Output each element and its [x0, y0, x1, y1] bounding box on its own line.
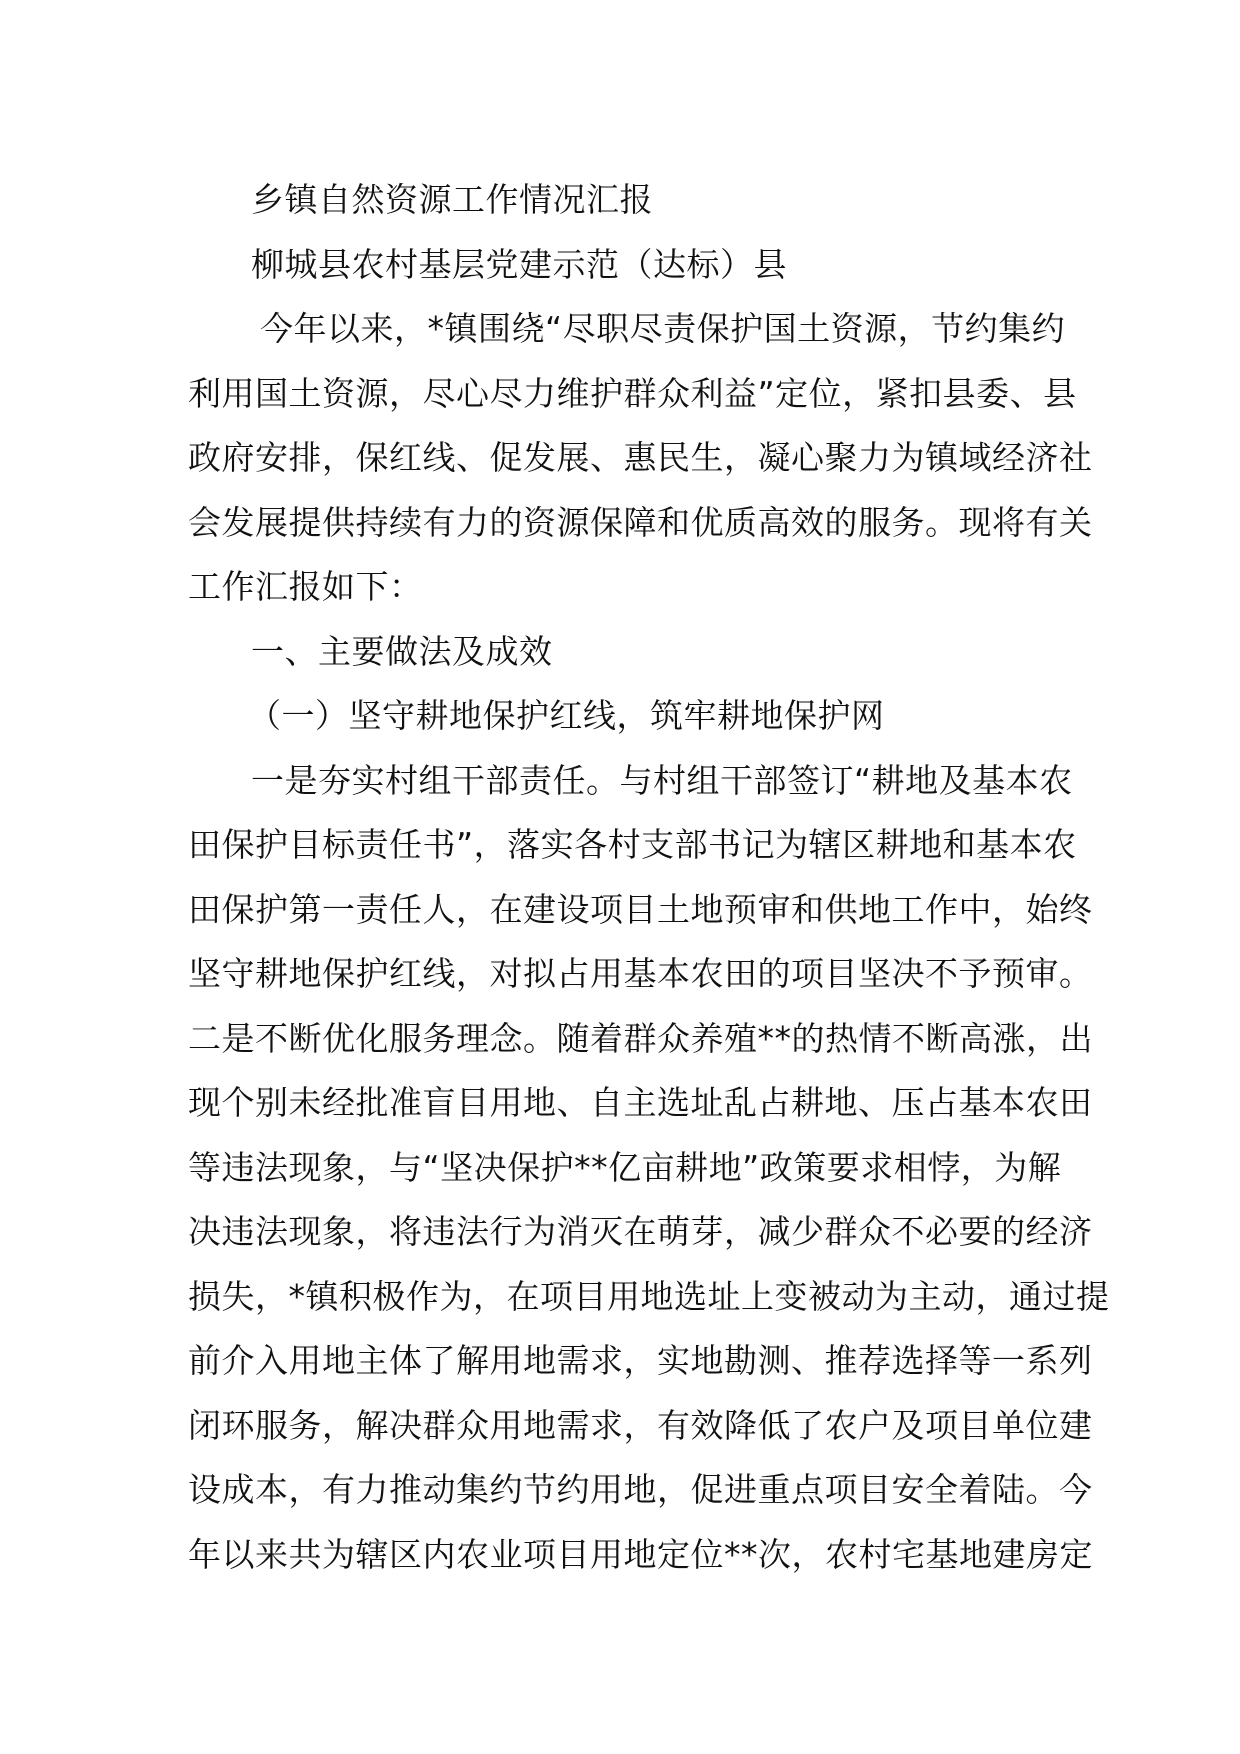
body-line: 一是夯实村组干部责任。与村组干部签订“耕地及基本农 — [251, 760, 1073, 800]
body-line: 田保护第一责任人，在建设项目土地预审和供地工作中，始终 — [188, 889, 1093, 929]
body-line: 损失，*镇积极作为，在项目用地选址上变被动为主动，通过提 — [188, 1276, 1110, 1316]
body-line: 现个别未经批准盲目用地、自主选址乱占耕地、压占基本农田 — [188, 1083, 1093, 1122]
subsection-heading: （一）坚守耕地保护红线，筑牢耕地保护网 — [248, 696, 885, 735]
intro-line: 利用国土资源，尽心尽力维护群众利益”定位，紧扣县委、县 — [188, 373, 1077, 413]
body-line: 决违法现象，将违法行为消灭在萌芽，减少群众不必要的经济 — [188, 1212, 1093, 1251]
section-heading: 一、主要做法及成效 — [251, 631, 553, 671]
body-line: 等违法现象，与“坚决保护**亿亩耕地”政策要求相悖，为解 — [188, 1147, 1062, 1187]
document-title: 乡镇自然资源工作情况汇报 — [251, 180, 653, 219]
intro-line: 工作汇报如下： — [188, 567, 423, 606]
document-subtitle: 柳城县农村基层党建示范（达标）县 — [251, 244, 787, 284]
body-line: 前介入用地主体了解用地需求，实地勘测、推荐选择等一系列 — [188, 1341, 1093, 1380]
body-line: 坚守耕地保护红线，对拟占用基本农田的项目坚决不予预审。 — [188, 954, 1093, 993]
intro-line: 政府安排，保红线、促发展、惠民生，凝心聚力为镇域经济社 — [188, 438, 1093, 477]
document-page — [188, 168, 1110, 1587]
body-line: 闭环服务，解决群众用地需求，有效降低了农户及项目单位建 — [188, 1405, 1093, 1445]
body-line: 二是不断优化服务理念。随着群众养殖**的热情不断高涨，出 — [188, 1018, 1093, 1058]
body-line: 田保护目标责任书”，落实各村支部书记为辖区耕地和基本农 — [188, 825, 1077, 864]
intro-line: 会发展提供持续有力的资源保障和优质高效的服务。现将有关 — [188, 502, 1093, 542]
body-line: 年以来共为辖区内农业项目用地定位**次，农村宅基地建房定 — [188, 1534, 1093, 1574]
intro-line: 今年以来，*镇围绕“尽职尽责保护国土资源，节约集约 — [260, 309, 1066, 348]
body-line: 设成本，有力推动集约节约用地，促进重点项目安全着陆。今 — [188, 1470, 1093, 1509]
